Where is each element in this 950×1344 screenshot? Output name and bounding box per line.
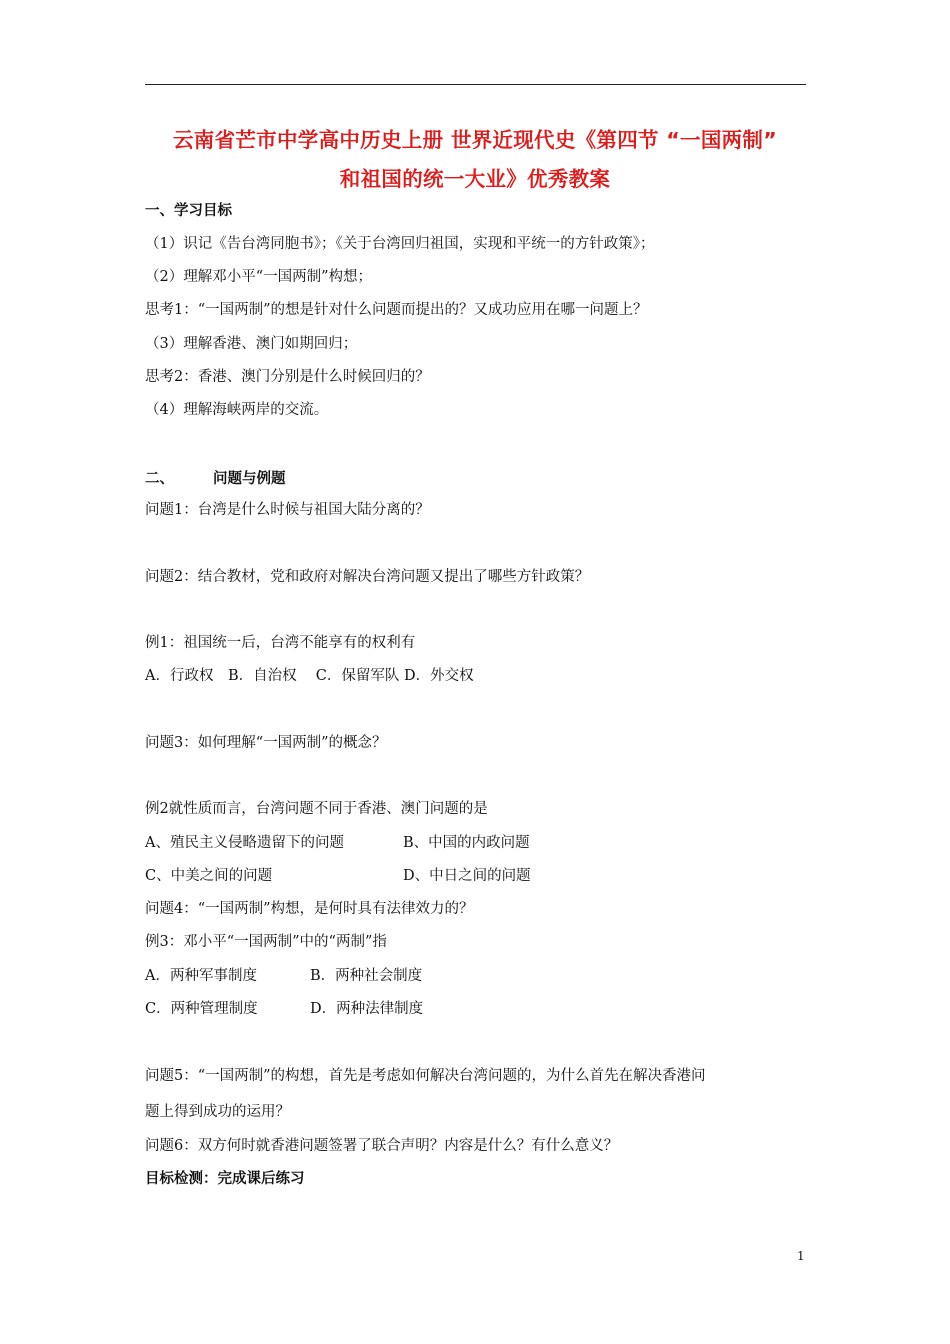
example-2-option-c: C、中美之间的问题 — [145, 868, 273, 884]
question-3: 问题3：如何理解“一国两制”的概念？ — [145, 735, 387, 751]
section-2-label: 二、 — [145, 471, 174, 487]
question-4: 问题4：“一国两制”构想，是何时具有法律效力的？ — [145, 901, 474, 917]
example-3-option-b: B．两种社会制度 — [310, 968, 423, 984]
objective-item-1: （1）识记《告台湾同胞书》；《关于台湾回归祖国，实现和平统一的方针政策》； — [145, 236, 655, 252]
example-3-option-d: D．两种法律制度 — [310, 1001, 424, 1017]
header-rule — [145, 84, 806, 85]
question-1: 问题1：台湾是什么时候与祖国大陆分离的？ — [145, 502, 430, 518]
example-2-option-d: D、中日之间的问题 — [403, 868, 531, 884]
example-1-options: A．行政权 B．自治权 C．保留军队 D．外交权 — [145, 668, 474, 684]
section-1-heading: 一、学习目标 — [145, 203, 232, 219]
document-title-line-2: 和祖国的统一大业》优秀教案 — [339, 167, 611, 191]
example-2-option-a: A、殖民主义侵略遗留下的问题 — [145, 835, 344, 851]
example-1-stem: 例1：祖国统一后，台湾不能享有的权利有 — [145, 635, 416, 651]
example-3-option-c: C．两种管理制度 — [145, 1001, 258, 1017]
document-title-line-1: 云南省芒市中学高中历史上册 世界近现代史《第四节 “一国两制” — [172, 128, 778, 152]
question-5-line-2: 题上得到成功的运用？ — [145, 1104, 290, 1120]
thinking-question-1: 思考1：“一国两制”的想是针对什么问题而提出的？又成功应用在哪一问题上？ — [145, 302, 648, 318]
page-number: 1 — [797, 1249, 805, 1263]
question-5-line-1: 问题5：“一国两制”的构想，首先是考虑如何解决台湾问题的，为什么首先在解决香港问 — [145, 1068, 706, 1084]
example-2-option-b: B、中国的内政问题 — [403, 835, 530, 851]
objective-item-3: （3）理解香港、澳门如期回归； — [145, 336, 358, 352]
question-2: 问题2：结合教材，党和政府对解决台湾问题又提出了哪些方针政策？ — [145, 569, 590, 585]
example-2-stem: 例2就性质而言，台湾问题不同于香港、澳门问题的是 — [145, 801, 488, 817]
thinking-question-2: 思考2：香港、澳门分别是什么时候回归的？ — [145, 369, 430, 385]
question-6: 问题6：双方何时就香港问题签署了联合声明？内容是什么？有什么意义？ — [145, 1138, 619, 1154]
example-3-stem: 例3：邓小平“一国两制”中的“两制”指 — [145, 934, 387, 950]
section-2-heading: 问题与例题 — [213, 471, 286, 487]
target-check: 目标检测：完成课后练习 — [145, 1171, 305, 1187]
example-3-option-a: A．两种军事制度 — [145, 968, 257, 984]
objective-item-2: （2）理解邓小平“一国两制”构想； — [145, 269, 373, 285]
objective-item-4: （4）理解海峡两岸的交流。 — [145, 402, 329, 418]
